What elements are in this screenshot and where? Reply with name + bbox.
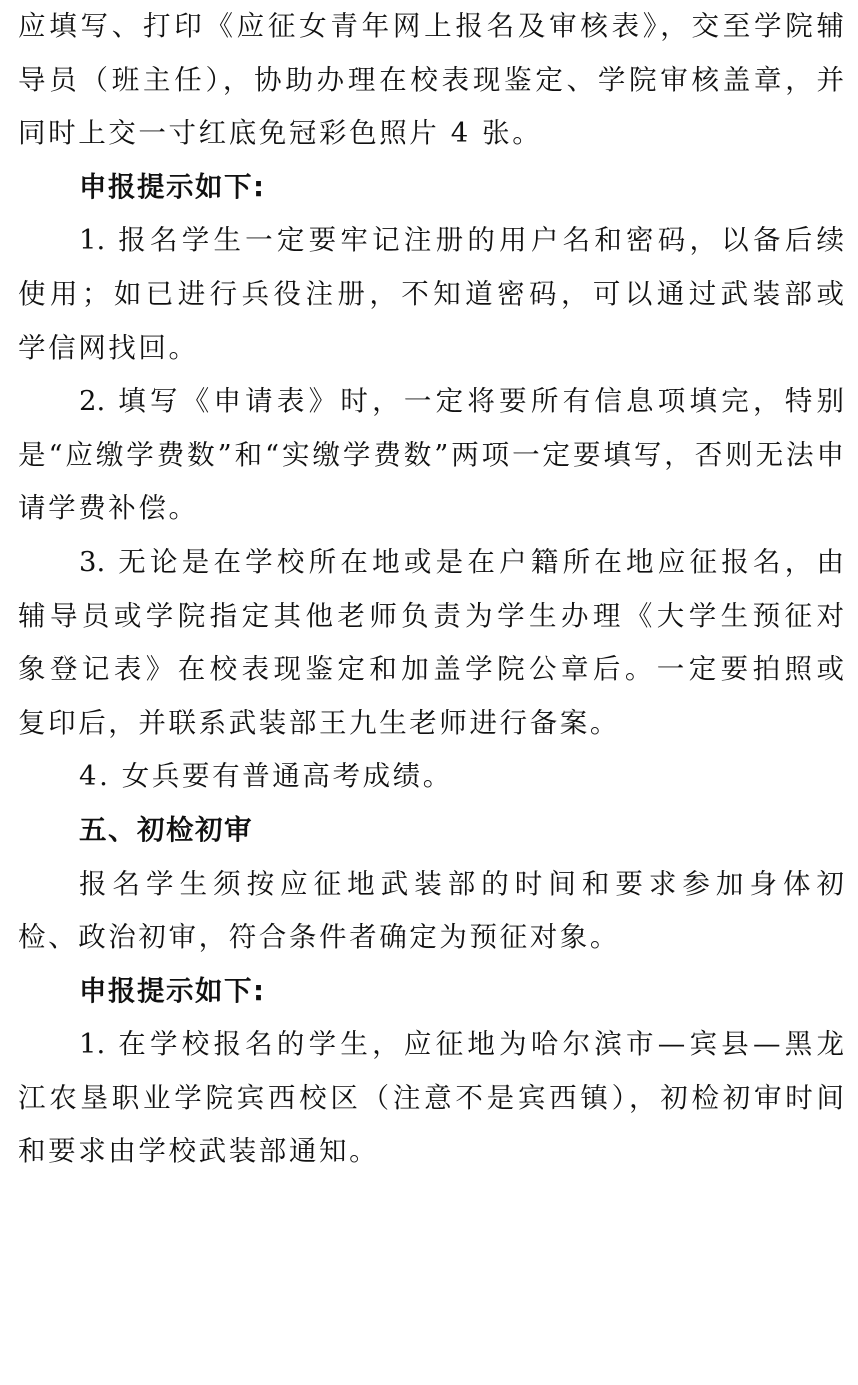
section-subheading: 申报提示如下:: [79, 170, 266, 203]
list-item-line: 2. 填写《申请表》时，一定将要所有信息项填完，特别: [79, 385, 844, 418]
section-heading: 五、初检初审: [79, 813, 253, 846]
list-item-line: 1. 在学校报名的学生，应征地为哈尔滨市—宾县—黑龙: [79, 1028, 844, 1061]
list-item-line: 3. 无论是在学校所在地或是在户籍所在地应征报名，由: [79, 545, 844, 578]
section-subheading: 申报提示如下:: [79, 974, 266, 1007]
document-page: [18, 0, 844, 1179]
list-item-line: 学信网找回。: [18, 331, 199, 364]
list-item-line: 和要求由学校武装部通知。: [18, 1135, 380, 1168]
list-item-line: 江农垦职业学院宾西校区（注意不是宾西镇），初检初审时间: [18, 1081, 844, 1114]
list-item-line: 是“应缴学费数”和“实缴学费数”两项一定要填写，否则无法申: [18, 438, 844, 471]
list-item-line: 辅导员或学院指定其他老师负责为学生办理《大学生预征对: [18, 599, 844, 632]
list-item-line: 复印后，并联系武装部王九生老师进行备案。: [18, 706, 620, 739]
list-item-line: 1. 报名学生一定要牢记注册的用户名和密码，以备后续: [79, 224, 844, 257]
paragraph-line: 报名学生须按应征地武装部的时间和要求参加身体初: [79, 867, 844, 900]
list-item-line: 象登记表》在校表现鉴定和加盖学院公章后。一定要拍照或: [18, 653, 844, 686]
paragraph-line: 导员（班主任），协助办理在校表现鉴定、学院审核盖章，并: [18, 63, 844, 96]
list-item-line: 使用；如已进行兵役注册，不知道密码，可以通过武装部或: [18, 277, 844, 310]
list-item-line: 请学费补偿。: [18, 492, 199, 525]
paragraph-line: 同时上交一寸红底免冠彩色照片 4 张。: [18, 117, 543, 150]
paragraph-line: 检、政治初审，符合条件者确定为预征对象。: [18, 921, 620, 954]
paragraph-line: 应填写、打印《应征女青年网上报名及审核表》，交至学院辅: [18, 10, 844, 42]
list-item-line: 4. 女兵要有普通高考成绩。: [79, 760, 453, 793]
